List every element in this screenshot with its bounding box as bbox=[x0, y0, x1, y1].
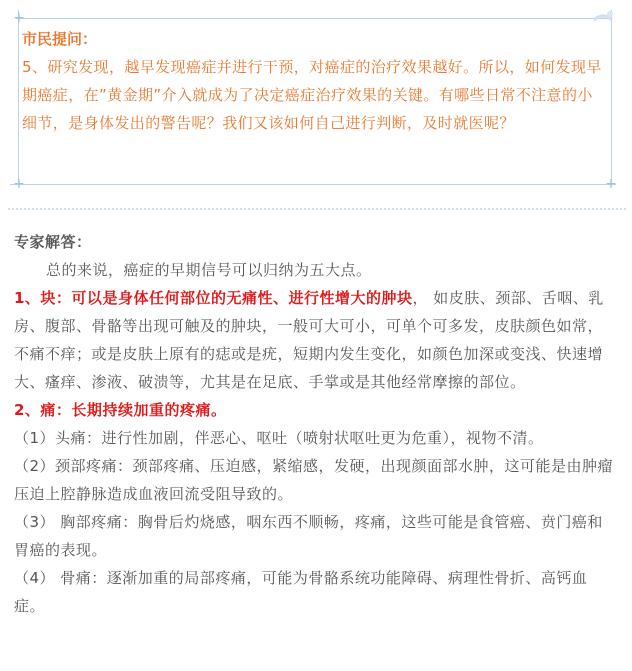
frame-bottom-line bbox=[10, 184, 616, 185]
point-1-text: ， 如皮肤、颈部、舌咽、乳房、腹部、骨骼等出现可触及的肿块，一般可大可小，可单个可多发，皮肤颜色如常，不痛不痒；或是皮肤上原有的痣或是疣，短期内发生变化，如颜色加深或变浅、快速增大、瘙痒、渗液、破溃等，尤其是在足底、手掌或是其他经常摩擦的部位。 bbox=[14, 289, 604, 391]
point-2-heading: 2、痛：长期持续加重的疼痛。 bbox=[14, 401, 227, 419]
answer-section bbox=[14, 228, 618, 620]
corner-decoration-icon bbox=[590, 10, 616, 30]
list-item: （4） 骨痛：逐渐加重的局部疼痛，可能为骨骼系统功能障碍、病理性骨折、高钙血症。 bbox=[14, 569, 588, 615]
corner-plus-icon: + bbox=[13, 10, 25, 26]
point-1-heading: 1、块：可以是身体任何部位的无痛性、进行性增大的肿块 bbox=[14, 289, 413, 307]
point-1 bbox=[14, 284, 618, 396]
answer-intro: 总的来说，癌症的早期信号可以归纳为五大点。 bbox=[46, 261, 372, 279]
frame-top-line bbox=[16, 18, 610, 19]
answer-title: 专家解答： bbox=[14, 233, 92, 251]
frame-left-line bbox=[18, 10, 19, 186]
list-item: （3） 胸部疼痛：胸骨后灼烧感，咽东西不顺畅，疼痛，这些可能是食管癌、贲门癌和胃癌的表现。 bbox=[14, 513, 603, 559]
frame-right-line bbox=[611, 10, 612, 186]
dotted-divider bbox=[8, 208, 626, 210]
list-item: （1）头痛：进行性加剧，伴恶心、呕吐（喷射状呕吐更为危重），视物不清。 bbox=[14, 429, 544, 447]
corner-plus-icon: + bbox=[13, 176, 25, 192]
question-title: 市民提问： bbox=[22, 30, 98, 48]
list-item: （2）颈部疼痛：颈部疼痛、压迫感，紧缩感，发硬，出现颜面部水肿，这可能是由肿瘤压迫上腔静脉造成血液回流受阻导致的。 bbox=[14, 457, 614, 503]
corner-plus-icon: + bbox=[605, 176, 617, 192]
question-body: 5、研究发现，越早发现癌症并进行干预，对癌症的治疗效果越好。所以，如何发现早期癌症，在”黄金期”介入就成为了决定癌症治疗效果的关键。有哪些日常不注意的小细节，是身体发出的警告呢？我们又该如何自己进行判断，及时就医呢？ bbox=[22, 58, 602, 132]
